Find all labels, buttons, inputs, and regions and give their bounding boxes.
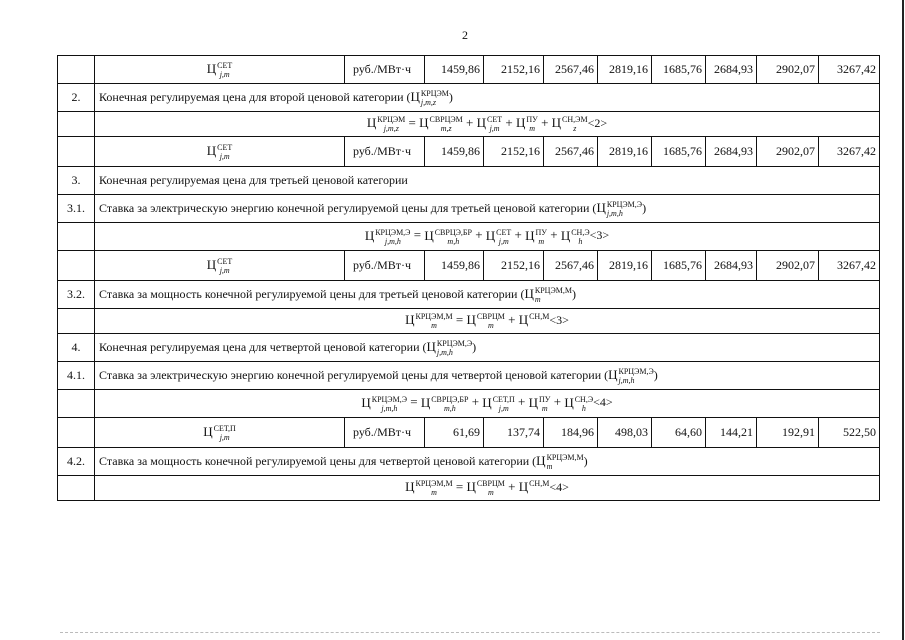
symbol-base: Ц: [482, 394, 492, 410]
row-number-cell: 3.1.: [58, 195, 95, 223]
section-title: Конечная регулируемая цена для второй ценовой категории (: [99, 89, 411, 104]
symbol-superscript: КРЦЭМ,Э: [618, 366, 654, 376]
section-title: Конечная регулируемая цена для четвертой ценовой категории (: [99, 339, 427, 354]
symbol-superscript: КРЦЭМ,Э: [436, 338, 473, 348]
value-cell: 2684,93: [706, 137, 757, 167]
symbol-subscript: m: [487, 321, 494, 330]
symbol-superscript: СН,Э: [574, 394, 594, 404]
symbol-subscript: h: [578, 236, 583, 246]
value-cell: 192,91: [757, 418, 819, 448]
table-row-section: [58, 362, 880, 390]
symbol-indices: [575, 395, 593, 413]
value-cell: 2567,46: [544, 56, 598, 84]
symbol-indices: [421, 89, 449, 107]
math-symbol: [536, 453, 583, 471]
symbol-indices: [431, 395, 468, 413]
row-number-cell: [58, 223, 95, 251]
closing-paren: ): [653, 367, 658, 382]
symbol-base: Ц: [608, 366, 618, 382]
formula-footnote-ref: <2>: [587, 115, 608, 130]
symbol-base: Ц: [206, 60, 217, 76]
symbol-base: Ц: [524, 285, 534, 301]
page-frame-edge: [902, 0, 904, 640]
symbol-subscript: m: [546, 461, 553, 471]
math-symbol: [207, 61, 233, 79]
math-symbol: [482, 395, 514, 413]
table-row-section: [58, 448, 880, 476]
symbol-indices: [435, 228, 472, 246]
symbol-indices: [214, 424, 236, 442]
math-symbol: [203, 424, 235, 442]
value-cell: 2819,16: [598, 251, 652, 281]
unit-cell: руб./МВт·ч: [345, 56, 425, 84]
formula-cell: [95, 223, 880, 251]
math-symbol: [405, 479, 452, 497]
symbol-indices: [571, 228, 589, 246]
formula-operator: +: [511, 227, 526, 243]
math-symbol: [552, 115, 588, 133]
symbol-indices: [529, 312, 549, 330]
value-cell: 2684,93: [706, 56, 757, 84]
symbol-base: Ц: [419, 114, 429, 130]
symbol-superscript: СЕТ: [496, 227, 512, 237]
symbol-subscript: [529, 321, 549, 330]
symbol-indices: [619, 367, 654, 385]
symbol-indices: [416, 312, 453, 330]
symbol-indices: [496, 228, 511, 246]
formula-operator: +: [502, 114, 516, 130]
math-symbol: [427, 339, 473, 357]
value-cell: 522,50: [819, 418, 880, 448]
formula-operator: +: [468, 394, 483, 410]
math-symbol: [524, 286, 571, 304]
symbol-base: Ц: [203, 423, 213, 439]
table-row-data: [58, 137, 880, 167]
symbol-superscript: СН,М: [529, 312, 550, 321]
tariff-table: [57, 55, 880, 501]
math-symbol: [529, 395, 551, 413]
row-number-cell: [58, 476, 95, 501]
symbol-indices: [375, 228, 410, 246]
formula-footnote-ref: <3>: [549, 312, 569, 327]
symbol-base: Ц: [366, 114, 377, 130]
value-cell: 1459,86: [425, 56, 484, 84]
symbol-subscript: j,m: [219, 432, 230, 442]
unit-cell: руб./МВт·ч: [345, 137, 425, 167]
value-cell: 2902,07: [757, 251, 819, 281]
formula-footnote-ref: <4>: [549, 479, 569, 494]
math-symbol: [207, 257, 233, 275]
value-cell: 2152,16: [484, 56, 544, 84]
formula-operator: +: [504, 311, 519, 327]
symbol-subscript: m,h: [447, 236, 460, 246]
table-row-formula: [58, 223, 880, 251]
symbol-indices: [539, 395, 550, 413]
math-symbol: [519, 479, 550, 497]
symbol-subscript: j,m,z: [420, 97, 437, 107]
closing-paren: ): [571, 286, 576, 301]
symbol-superscript: СВРЦЭМ: [429, 115, 463, 124]
symbol-base: Ц: [426, 338, 436, 354]
symbol-superscript: КРЦЭМ,Э: [606, 199, 643, 209]
symbol-indices: [477, 479, 505, 497]
symbol-superscript: СН,М: [529, 479, 550, 488]
symbol-subscript: m: [538, 236, 545, 246]
value-cell: 1685,76: [652, 56, 706, 84]
math-symbol: [405, 312, 452, 330]
formula-operator: +: [546, 227, 561, 243]
formula-operator: +: [462, 114, 477, 130]
row-number-cell: [58, 251, 95, 281]
symbol-subscript: j,m,h: [606, 208, 623, 218]
symbol-superscript: КРЦЭМ,М: [415, 479, 453, 488]
table-row-data: [58, 418, 880, 448]
symbol-base: Ц: [518, 478, 529, 494]
symbol-subscript: j,m,h: [384, 236, 401, 246]
symbol-subscript: h: [581, 403, 586, 413]
value-cell: 184,96: [544, 418, 598, 448]
value-cell: 3267,42: [819, 251, 880, 281]
math-symbol: [477, 115, 503, 133]
symbol-base: Ц: [515, 114, 526, 130]
row-number-cell: [58, 137, 95, 167]
section-title: Ставка за мощность конечной регулируемой цены для третьей ценовой категории (: [99, 286, 525, 301]
symbol-indices: [487, 115, 502, 133]
symbol-base: Ц: [361, 394, 371, 410]
symbol-base: Ц: [420, 394, 431, 410]
value-cell: 3267,42: [819, 56, 880, 84]
formula-cell: [95, 476, 880, 501]
symbol-base: Ц: [536, 452, 546, 468]
table-row-data: [58, 251, 880, 281]
table-row-formula: [58, 390, 880, 418]
table-row-section: [58, 167, 880, 195]
formula-operator: =: [452, 478, 467, 494]
section-title-cell: [95, 362, 880, 390]
symbol-indices: [477, 312, 505, 330]
value-cell: 1685,76: [652, 137, 706, 167]
symbol-subscript: j,m,h: [618, 375, 635, 385]
math-symbol: [486, 228, 512, 246]
symbol-superscript: СЕТ,П: [213, 423, 236, 433]
symbol-base: Ц: [528, 394, 539, 410]
symbol-base: Ц: [405, 311, 415, 327]
unit-cell: руб./МВт·ч: [345, 251, 425, 281]
symbol-subscript: j,m: [498, 236, 509, 246]
symbol-superscript: СЕТ: [217, 60, 233, 70]
value-cell: 64,60: [652, 418, 706, 448]
row-number-cell: 2.: [58, 84, 95, 112]
table-row-section: [58, 334, 880, 362]
symbol-subscript: m: [431, 488, 437, 497]
value-cell: 2902,07: [757, 137, 819, 167]
symbol-indices: [372, 395, 407, 413]
formula-operator: +: [504, 478, 519, 494]
symbol-superscript: ПУ: [539, 394, 551, 404]
formula-operator: =: [452, 311, 467, 327]
symbol-base: Ц: [206, 142, 217, 158]
symbol-superscript: КРЦЭМ,М: [546, 452, 584, 462]
symbol-indices: [217, 143, 232, 161]
section-title-cell: [95, 167, 880, 195]
section-title: Ставка за мощность конечной регулируемой цены для четвертой ценовой категории (: [99, 453, 537, 468]
value-cell: 1459,86: [425, 137, 484, 167]
row-number-cell: [58, 112, 95, 137]
symbol-base: Ц: [476, 114, 487, 130]
value-cell: 61,69: [425, 418, 484, 448]
formula-operator: =: [410, 227, 425, 243]
formula-operator: +: [471, 227, 486, 243]
symbol-subscript: m: [529, 124, 535, 133]
math-symbol: [207, 143, 233, 161]
value-cell: 2567,46: [544, 137, 598, 167]
table-row-formula: [58, 112, 880, 137]
symbol-superscript: КРЦЭМ: [377, 115, 406, 124]
symbol-superscript: СВРЦМ: [476, 312, 505, 321]
symbol-base: Ц: [551, 114, 562, 130]
symbol-base: Ц: [525, 227, 535, 243]
symbol-indices: [562, 115, 588, 133]
symbol-subscript: j,m: [489, 124, 500, 133]
symbol-subscript: j,m,h: [381, 403, 398, 413]
symbol-subscript: j,m,z: [383, 124, 399, 133]
symbol-subscript: m: [541, 403, 548, 413]
formula-cell: [95, 309, 880, 334]
math-symbol: [367, 115, 405, 133]
symbol-superscript: КРЦЭМ: [420, 88, 449, 98]
section-title-cell: [95, 281, 880, 309]
value-cell: 2152,16: [484, 137, 544, 167]
formula-operator: =: [406, 394, 421, 410]
symbol-subscript: j,m: [498, 403, 509, 413]
symbol-superscript: СЕТ: [217, 142, 233, 152]
symbol-indices: [217, 257, 232, 275]
symbol-superscript: СВРЦЭ,БР: [431, 394, 469, 404]
row-number-cell: [58, 309, 95, 334]
symbol-base: Ц: [466, 478, 476, 494]
value-cell: 2819,16: [598, 137, 652, 167]
symbol-superscript: СЕТ,П: [492, 394, 515, 404]
symbol-superscript: СН,ЭМ: [562, 115, 588, 124]
table-row-formula: [58, 476, 880, 501]
math-symbol: [421, 395, 469, 413]
math-symbol: [561, 228, 590, 246]
row-number-cell: 4.1.: [58, 362, 95, 390]
symbol-cell: [95, 56, 345, 84]
closing-paren: ): [642, 200, 647, 215]
value-cell: 137,74: [484, 418, 544, 448]
symbol-base: Ц: [596, 199, 606, 215]
formula-operator: +: [514, 394, 529, 410]
symbol-cell: [95, 418, 345, 448]
symbol-base: Ц: [485, 227, 496, 243]
symbol-subscript: m: [534, 294, 541, 304]
value-cell: 1685,76: [652, 251, 706, 281]
symbol-superscript: СВРЦЭ,БР: [434, 227, 472, 237]
symbol-indices: [607, 200, 642, 218]
symbol-subscript: m,z: [440, 124, 452, 133]
symbol-base: Ц: [410, 88, 420, 104]
value-cell: 2684,93: [706, 251, 757, 281]
value-cell: 1459,86: [425, 251, 484, 281]
symbol-indices: [547, 453, 584, 471]
closing-paren: ): [472, 339, 477, 354]
math-symbol: [525, 228, 547, 246]
row-number-cell: 4.2.: [58, 448, 95, 476]
symbol-cell: [95, 251, 345, 281]
symbol-subscript: m: [431, 321, 437, 330]
math-symbol: [596, 200, 642, 218]
section-title: Конечная регулируемая цена для третьей ценовой категории: [99, 173, 408, 187]
math-symbol: [608, 367, 654, 385]
page-bottom-edge: [60, 632, 880, 634]
row-number-cell: 3.: [58, 167, 95, 195]
symbol-indices: [377, 115, 405, 133]
symbol-indices: [529, 479, 549, 497]
row-number-cell: [58, 418, 95, 448]
math-symbol: [466, 479, 504, 497]
symbol-base: Ц: [405, 478, 415, 494]
symbol-subscript: [529, 488, 549, 497]
table-row-section: [58, 281, 880, 309]
value-cell: 2819,16: [598, 56, 652, 84]
symbol-subscript: m,h: [443, 403, 456, 413]
symbol-base: Ц: [518, 311, 529, 327]
symbol-cell: [95, 137, 345, 167]
symbol-subscript: j,m,h: [436, 347, 453, 357]
value-cell: 2902,07: [757, 56, 819, 84]
row-number-cell: 3.2.: [58, 281, 95, 309]
math-symbol: [466, 312, 504, 330]
symbol-indices: [535, 286, 572, 304]
page-number: 2: [462, 28, 468, 42]
math-symbol: [519, 312, 550, 330]
value-cell: 2152,16: [484, 251, 544, 281]
math-symbol: [564, 395, 593, 413]
formula-footnote-ref: <4>: [593, 395, 613, 410]
symbol-indices: [526, 115, 537, 133]
symbol-superscript: СЕТ: [487, 115, 503, 124]
math-symbol: [365, 228, 411, 246]
value-cell: 2567,46: [544, 251, 598, 281]
symbol-superscript: СН,Э: [571, 227, 590, 237]
symbol-indices: [493, 395, 515, 413]
section-title-cell: [95, 448, 880, 476]
symbol-subscript: m: [487, 488, 494, 497]
symbol-indices: [429, 115, 462, 133]
symbol-base: Ц: [466, 311, 476, 327]
symbol-indices: [437, 339, 472, 357]
symbol-subscript: z: [573, 124, 577, 133]
symbol-base: Ц: [364, 227, 375, 243]
row-number-cell: [58, 56, 95, 84]
symbol-superscript: СЕТ: [217, 256, 233, 266]
symbol-indices: [217, 61, 232, 79]
formula-operator: =: [405, 114, 420, 130]
symbol-indices: [536, 228, 547, 246]
math-symbol: [361, 395, 407, 413]
symbol-superscript: КРЦЭМ,М: [534, 285, 572, 295]
math-symbol: [419, 115, 463, 133]
table-row-section: [58, 84, 880, 112]
section-title: Ставка за электрическую энергию конечной регулируемой цены для четвертой ценовой категории (: [99, 367, 609, 382]
unit-cell: руб./МВт·ч: [345, 418, 425, 448]
symbol-superscript: КРЦЭМ,Э: [371, 394, 407, 404]
math-symbol: [411, 89, 449, 107]
table-row-data: [58, 56, 880, 84]
symbol-subscript: j,m: [219, 69, 230, 79]
section-title: Ставка за электрическую энергию конечной регулируемой цены для третьей ценовой категории (: [99, 200, 597, 215]
symbol-subscript: j,m: [219, 151, 230, 161]
section-title-cell: [95, 84, 880, 112]
formula-footnote-ref: <3>: [589, 228, 610, 243]
value-cell: 3267,42: [819, 137, 880, 167]
symbol-base: Ц: [424, 227, 434, 243]
formula-operator: +: [537, 114, 552, 130]
formula-operator: +: [550, 394, 565, 410]
table-row-formula: [58, 309, 880, 334]
closing-paren: ): [448, 89, 453, 104]
symbol-superscript: СВРЦМ: [476, 479, 505, 488]
row-number-cell: 4.: [58, 334, 95, 362]
formula-cell: [95, 390, 880, 418]
value-cell: 144,21: [706, 418, 757, 448]
symbol-subscript: j,m: [219, 265, 230, 275]
closing-paren: ): [583, 453, 588, 468]
value-cell: 498,03: [598, 418, 652, 448]
symbol-superscript: КРЦЭМ,М: [415, 312, 453, 321]
math-symbol: [516, 115, 538, 133]
math-symbol: [424, 228, 472, 246]
table-row-section: [58, 195, 880, 223]
symbol-base: Ц: [564, 394, 574, 410]
symbol-base: Ц: [206, 256, 217, 272]
section-title-cell: [95, 195, 880, 223]
symbol-superscript: КРЦЭМ,Э: [375, 227, 411, 237]
formula-cell: [95, 112, 880, 137]
symbol-superscript: ПУ: [535, 227, 547, 237]
symbol-superscript: ПУ: [526, 115, 538, 124]
row-number-cell: [58, 390, 95, 418]
section-title-cell: [95, 334, 880, 362]
symbol-base: Ц: [560, 227, 571, 243]
symbol-indices: [416, 479, 453, 497]
